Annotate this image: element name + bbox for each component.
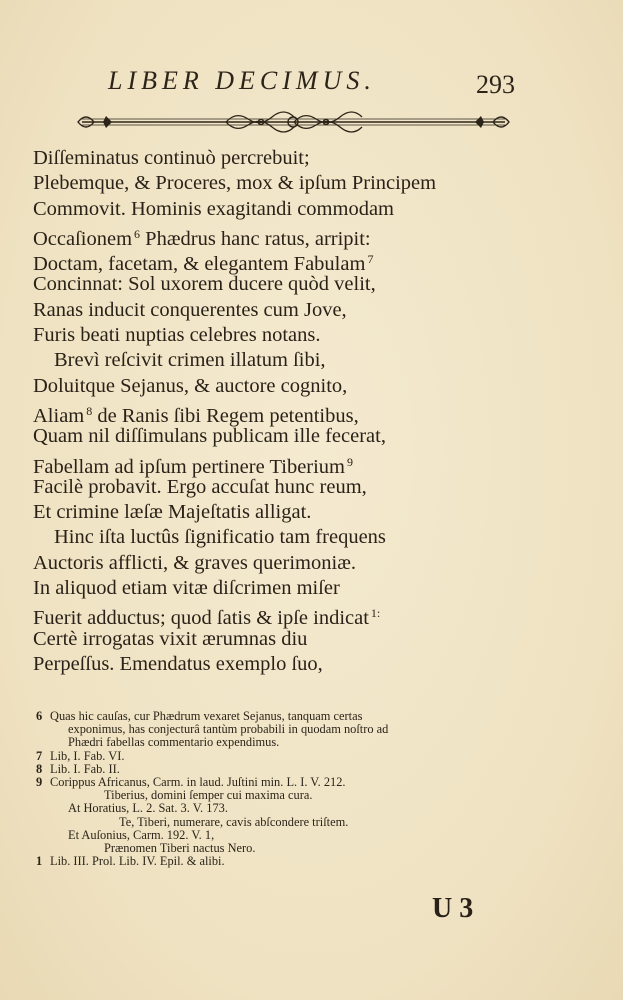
- footnotes: [36, 710, 536, 868]
- verse-line: [33, 500, 473, 525]
- verse-text: Aliam: [33, 404, 85, 427]
- footnote-text: exponimus, has conjecturâ tantùm probabili in quodam noſtro ad: [68, 722, 389, 737]
- verse-text: Furis beati nuptias celebres notans.: [33, 324, 321, 347]
- footnote-ref: 6: [134, 226, 141, 241]
- verse-line: [33, 348, 473, 373]
- verse-line: [33, 475, 473, 500]
- verse-text: Fuerit adductus; quod ſatis & ipſe indicat: [33, 607, 369, 630]
- verse-text: Concinnat: Sol uxorem ducere quòd velit,: [33, 273, 376, 296]
- verse-line: [33, 525, 473, 550]
- verse-text: In aliquod etiam vitæ diſcrimen miſer: [33, 577, 340, 600]
- footnote-text: Corippus Africanus, Carm. in laud. Juſtini min. L. I. V. 212.: [50, 775, 346, 790]
- verse-line: [33, 222, 473, 250]
- verse-line: [33, 399, 473, 427]
- footnote-text: Lib, I. Fab. VI.: [50, 748, 125, 763]
- ornamental-rule: [76, 110, 511, 134]
- verse-text: Quam nil diſſimulans publicam ille fecerat,: [33, 425, 386, 448]
- verse-line: [33, 272, 473, 297]
- footnote-text: Quas hic cauſas, cur Phædrum vexaret Sejanus, tanquam certas: [50, 709, 363, 723]
- verse-line: [33, 551, 473, 576]
- footnote-number: 7: [36, 748, 43, 763]
- page-number: 293: [476, 70, 515, 99]
- verse-text: Brevì reſcivit crimen illatum ſibi,: [54, 349, 326, 372]
- footnote-number: 8: [36, 761, 43, 776]
- footnote-text: Prænomen Tiberi nactus Nero.: [104, 841, 256, 856]
- footnote-ref: 8: [86, 403, 93, 418]
- verse-line: [33, 601, 473, 630]
- verse-text: Et crimine læſæ Majeſtatis alligat.: [33, 501, 312, 524]
- verse-text: Fabellam ad ipſum pertinere Tiberium: [33, 455, 346, 478]
- verse-text: de Ranis ſibi Regem petentibus,: [92, 404, 359, 427]
- verse-text: Occaſionem: [33, 227, 133, 250]
- verse-text: Commovit. Hominis exagitandi commodam: [33, 197, 394, 220]
- verse-text: Perpeſſus. Emendatus exemplo ſuo,: [33, 652, 323, 675]
- verse-text: Doctam, facetam, & elegantem Fabulam: [33, 253, 366, 276]
- footnote-ref: 7: [367, 252, 374, 267]
- footnote-text: Lib. III. Prol. Lib. IV. Epil. & alibi.: [50, 854, 225, 869]
- footnote-text: At Horatius, L. 2. Sat. 3. V. 173.: [68, 801, 228, 816]
- footnote-number: 1: [36, 854, 43, 869]
- verse-line: [33, 171, 473, 196]
- footnote-text: Phædri fabellas commentario expendimus.: [68, 735, 280, 750]
- verse-line: [33, 652, 473, 677]
- footnote-ref: 1:: [370, 606, 381, 621]
- verse-text: Hinc iſta luctûs ſignificatio tam frequens: [54, 526, 386, 549]
- verse-line: [33, 247, 473, 276]
- verse-text: Certè irrogatas vixit ærumnas diu: [33, 627, 308, 650]
- verse-line: [33, 197, 473, 222]
- signature-mark: U 3: [432, 893, 474, 924]
- footnote-text: Et Auſonius, Carm. 192. V. 1,: [68, 827, 215, 842]
- verse-text: Auctoris afflicti, & graves querimoniæ.: [33, 551, 356, 574]
- verse-text: Phædrus hanc ratus, arripit:: [140, 227, 371, 250]
- verse-line: [33, 298, 473, 323]
- verse-line: [33, 424, 473, 449]
- verse-line: [33, 627, 473, 652]
- verse-line: [33, 146, 473, 171]
- verse-text: Ranas inducit conquerentes cum Jove,: [33, 298, 347, 321]
- footnote-text: Tiberius, domini ſemper cui maxima cura.: [104, 788, 313, 803]
- verse-block: [33, 146, 473, 677]
- running-title: LIBER DECIMUS.: [108, 66, 376, 95]
- verse-line: [33, 323, 473, 348]
- verse-line: [33, 374, 473, 399]
- verse-text: Diſſeminatus continuò percrebuit;: [33, 147, 310, 169]
- verse-line: [33, 576, 473, 601]
- footnote-number: 9: [36, 775, 43, 790]
- verse-text: Plebemque, & Proceres, mox & ipſum Principem: [33, 172, 437, 195]
- footnote-number: 6: [36, 709, 43, 723]
- footnote-line: [36, 855, 536, 868]
- footnote-text: Lib. I. Fab. II.: [50, 761, 120, 776]
- verse-text: Facilè probavit. Ergo accuſat hunc reum,: [33, 475, 367, 498]
- footnote-ref: 9: [347, 454, 354, 469]
- footnote-text: Te, Tiberi, numerare, cavis abſcondere triſtem.: [119, 814, 349, 829]
- verse-text: Doluitque Sejanus, & auctore cognito,: [33, 374, 348, 397]
- page-header: [0, 66, 623, 106]
- verse-line: [33, 450, 473, 478]
